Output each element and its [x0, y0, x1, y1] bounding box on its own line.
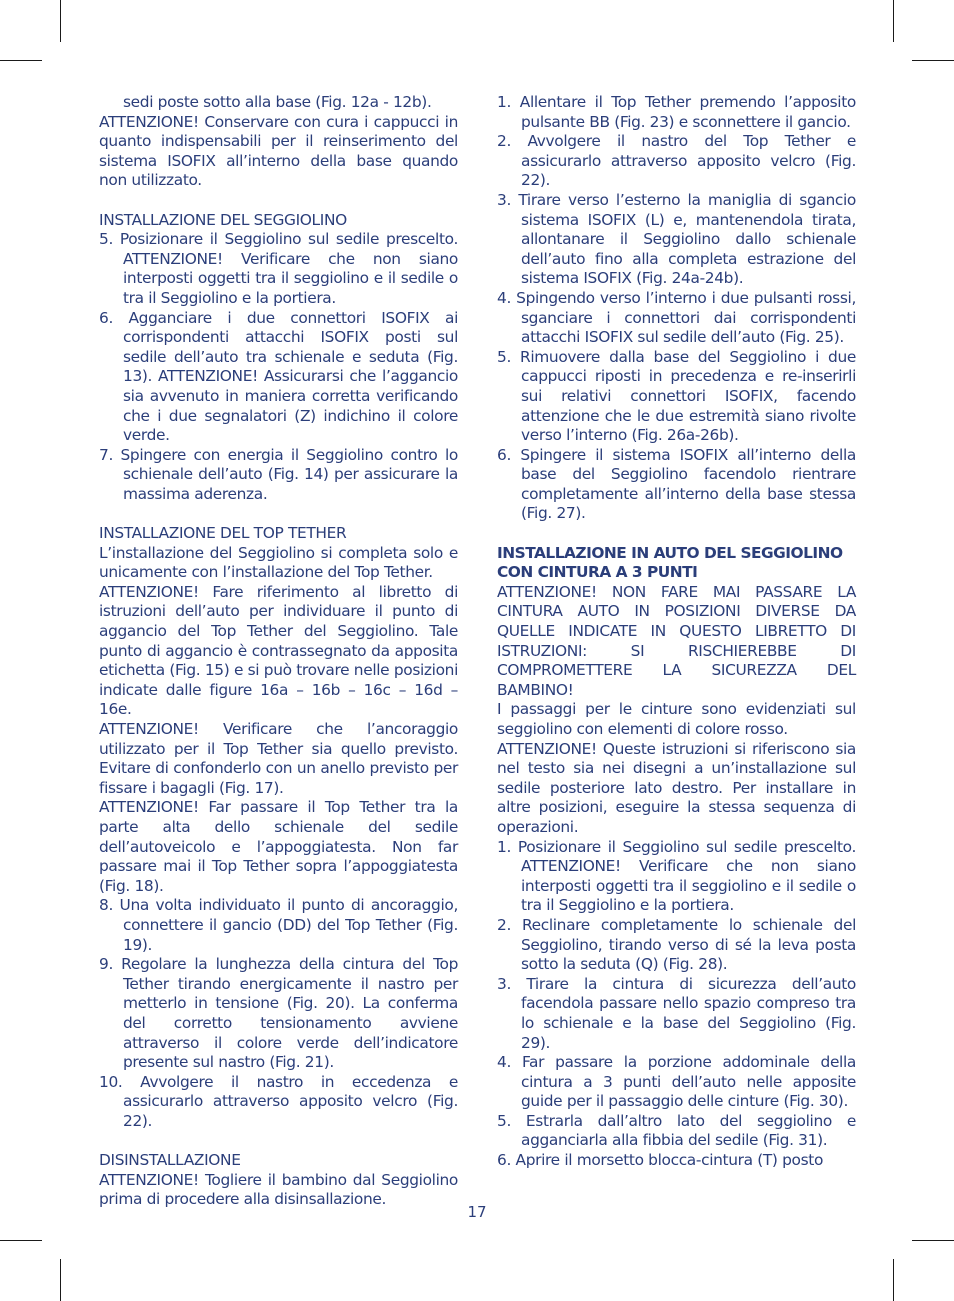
paragraph: ATTENZIONE! Queste istruzioni si riferiscono sia nel testo sia nei disegni a un’installazione sul sedile posteriore lato destro. Per installare in altre posizioni, eseguire la stessa sequenza di operazioni. — [497, 739, 856, 836]
numbered-step: 5. Posizionare il Seggiolino sul sedile prescelto. ATTENZIONE! Verificare che non siano interposti oggetti tra il seggiolino e il sedile o tra il Seggiolino e la portiera. — [99, 230, 458, 307]
paragraph-gap — [99, 191, 458, 211]
numbered-step: 9. Regolare la lunghezza della cintura del Top Tether tirando energicamente il nastro per metterlo in tensione (Fig. 20). La conferma del corretto tensionamento avviene attraverso il colore verde dell’indicatore presente sul nastro (Fig. 21). — [99, 955, 458, 1072]
numbered-step: 2. Avvolgere il nastro del Top Tether e assicurarlo attraverso apposito velcro (Fig. 22). — [497, 132, 856, 190]
paragraph: L’installazione del Seggiolino si completa solo e unicamente con l’installazione del Top Tether. — [99, 543, 458, 582]
numbered-step: 3. Tirare verso l’esterno la maniglia di sgancio sistema ISOFIX (L) e, mantenendola tirata, allontanare il Seggiolino dallo schienale dell’auto fino alla completa estrazione del sistema ISOFIX (Fig. 24a-24b). — [497, 190, 856, 288]
numbered-step: 1. Posizionare il Seggiolino sul sedile prescelto. ATTENZIONE! Verificare che non siano interposti oggetti tra il seggiolino e il sedile o tra il Seggiolino e la portiera. — [497, 837, 856, 915]
numbered-step: 5. Estrarla dall’altro lato del seggiolino e agganciarla alla fibbia del sedile (Fig. 31). — [497, 1111, 856, 1150]
crop-mark — [912, 1240, 954, 1241]
numbered-step: 6. Aprire il morsetto blocca-cintura (T) posto — [497, 1151, 824, 1170]
paragraph: ATTENZIONE! Togliere il bambino dal Seggiolino prima di procedere alla disinsallazione. — [99, 1170, 458, 1209]
section-heading: INSTALLAZIONE IN AUTO DEL SEGGIOLINO CON CINTURA A 3 PUNTI — [497, 543, 843, 582]
crop-mark — [893, 1259, 894, 1301]
paragraph: I passaggi per le cinture sono evidenziati sul seggiolino con elementi di colore rosso. — [497, 700, 856, 738]
numbered-step: 3. Tirare la cintura di sicurezza dell’auto facendola passare nello spazio compreso tra lo schienale e la base del Seggiolino (Fig. 29). — [497, 974, 856, 1052]
paragraph: ATTENZIONE! Conservare con cura i cappucci in quanto indispensabili per il reinserimento del sistema ISOFIX all’interno della base quando non utilizzato. — [99, 112, 458, 190]
paragraph: ATTENZIONE! Verificare che l’ancoraggio utilizzato per il Top Tether sia quello previsto. Evitare di confonderlo con un anello previsto per fissare i bagagli (Fig. 17). — [99, 720, 458, 797]
numbered-step: 4. Far passare la porzione addominale della cintura a 3 punti dell’auto nelle apposite guide per il passaggio delle cinture (Fig. 30). — [497, 1053, 856, 1111]
paragraph: ATTENZIONE! Far passare il Top Tether tra la parte alta dello schienale del sedile dell’autoveicolo e l’appoggiatesta. Non far passare mai il Top Tether sopra l’appoggiatesta (Fig. 18). — [99, 798, 458, 895]
numbered-step: 1. Allentare il Top Tether premendo l’apposito pulsante BB (Fig. 23) e sconnettere il gancio. — [497, 93, 856, 131]
left-column — [99, 93, 458, 1210]
right-column — [497, 93, 856, 1171]
crop-mark — [0, 60, 42, 61]
numbered-step: 2. Reclinare completamente lo schienale del Seggiolino, tirando verso di sé la leva posta sotto la seduta (Q) (Fig. 28). — [497, 915, 856, 974]
section-heading: DISINSTALLAZIONE — [99, 1151, 241, 1170]
numbered-step: 10. Avvolgere il nastro in eccedenza e assicurarlo attraverso apposito velcro (Fig. 22). — [99, 1072, 458, 1130]
section-heading: INSTALLAZIONE DEL TOP TETHER — [99, 524, 347, 543]
numbered-step: 6. Agganciare i due connettori ISOFIX ai corrispondenti attacchi ISOFIX posti sul sedile dell’auto tra schienale e seduta (Fig. 13). ATTENZIONE! Assicurarsi che l’aggancio sia avvenuto in maniera corretta verificando che i due segnalatori (Z) indichino il colore verde. — [99, 308, 458, 445]
numbered-step: 5. Rimuovere dalla base del Seggiolino i due cappucci riposti in precedenza e re-inserirli sui relativi connettori ISOFIX, facendo attenzione che le due estremità siano rivolte verso l’interno (Fig. 26a-26b). — [497, 347, 856, 445]
paragraph-gap — [497, 524, 856, 544]
crop-mark — [60, 1259, 61, 1301]
crop-mark — [893, 0, 894, 42]
paragraph: sedi poste sotto alla base (Fig. 12a - 12b). — [123, 93, 432, 111]
paragraph-gap — [99, 1131, 458, 1151]
page-number: 17 — [467, 1203, 487, 1221]
section-heading: INSTALLAZIONE DEL SEGGIOLINO — [99, 210, 347, 229]
paragraph-gap — [99, 504, 458, 524]
crop-mark — [0, 1240, 42, 1241]
numbered-step: 4. Spingendo verso l’interno i due pulsanti rossi, sganciare i connettori dai corrispondenti attacchi ISOFIX sul sedile dell’auto (Fig. 25). — [497, 288, 856, 347]
crop-mark — [912, 60, 954, 61]
numbered-step: 6. Spingere il sistema ISOFIX all’interno della base del Seggiolino facendolo rientrare completamente all’interno della base stessa (Fig. 27). — [497, 445, 856, 523]
paragraph: ATTENZIONE! Fare riferimento al libretto di istruzioni dell’auto per individuare il punto di aggancio del Top Tether del Seggiolino. Tale punto di aggancio è contrassegnato da apposita etichetta (Fig. 15) e si può trovare nelle posizioni indicate dalle figure 16a – 16b – 16c – 16d – 16e. — [99, 582, 458, 719]
numbered-step: 7. Spingere con energia il Seggiolino contro lo schienale dell’auto (Fig. 14) per assicurare la massima aderenza. — [99, 445, 458, 503]
numbered-step: 8. Una volta individuato il punto di ancoraggio, connettere il gancio (DD) del Top Tether (Fig. 19). — [99, 896, 458, 954]
crop-mark — [60, 0, 61, 42]
paragraph: ATTENZIONE! NON FARE MAI PASSARE LA CINTURA AUTO IN POSIZIONI DIVERSE DA QUELLE INDICATE IN QUESTO LIBRETTO DI ISTRUZIONI: SI RISCHIEREBBE DI COMPROMETTERE LA SICUREZZA DEL BAMBINO! — [497, 582, 856, 699]
